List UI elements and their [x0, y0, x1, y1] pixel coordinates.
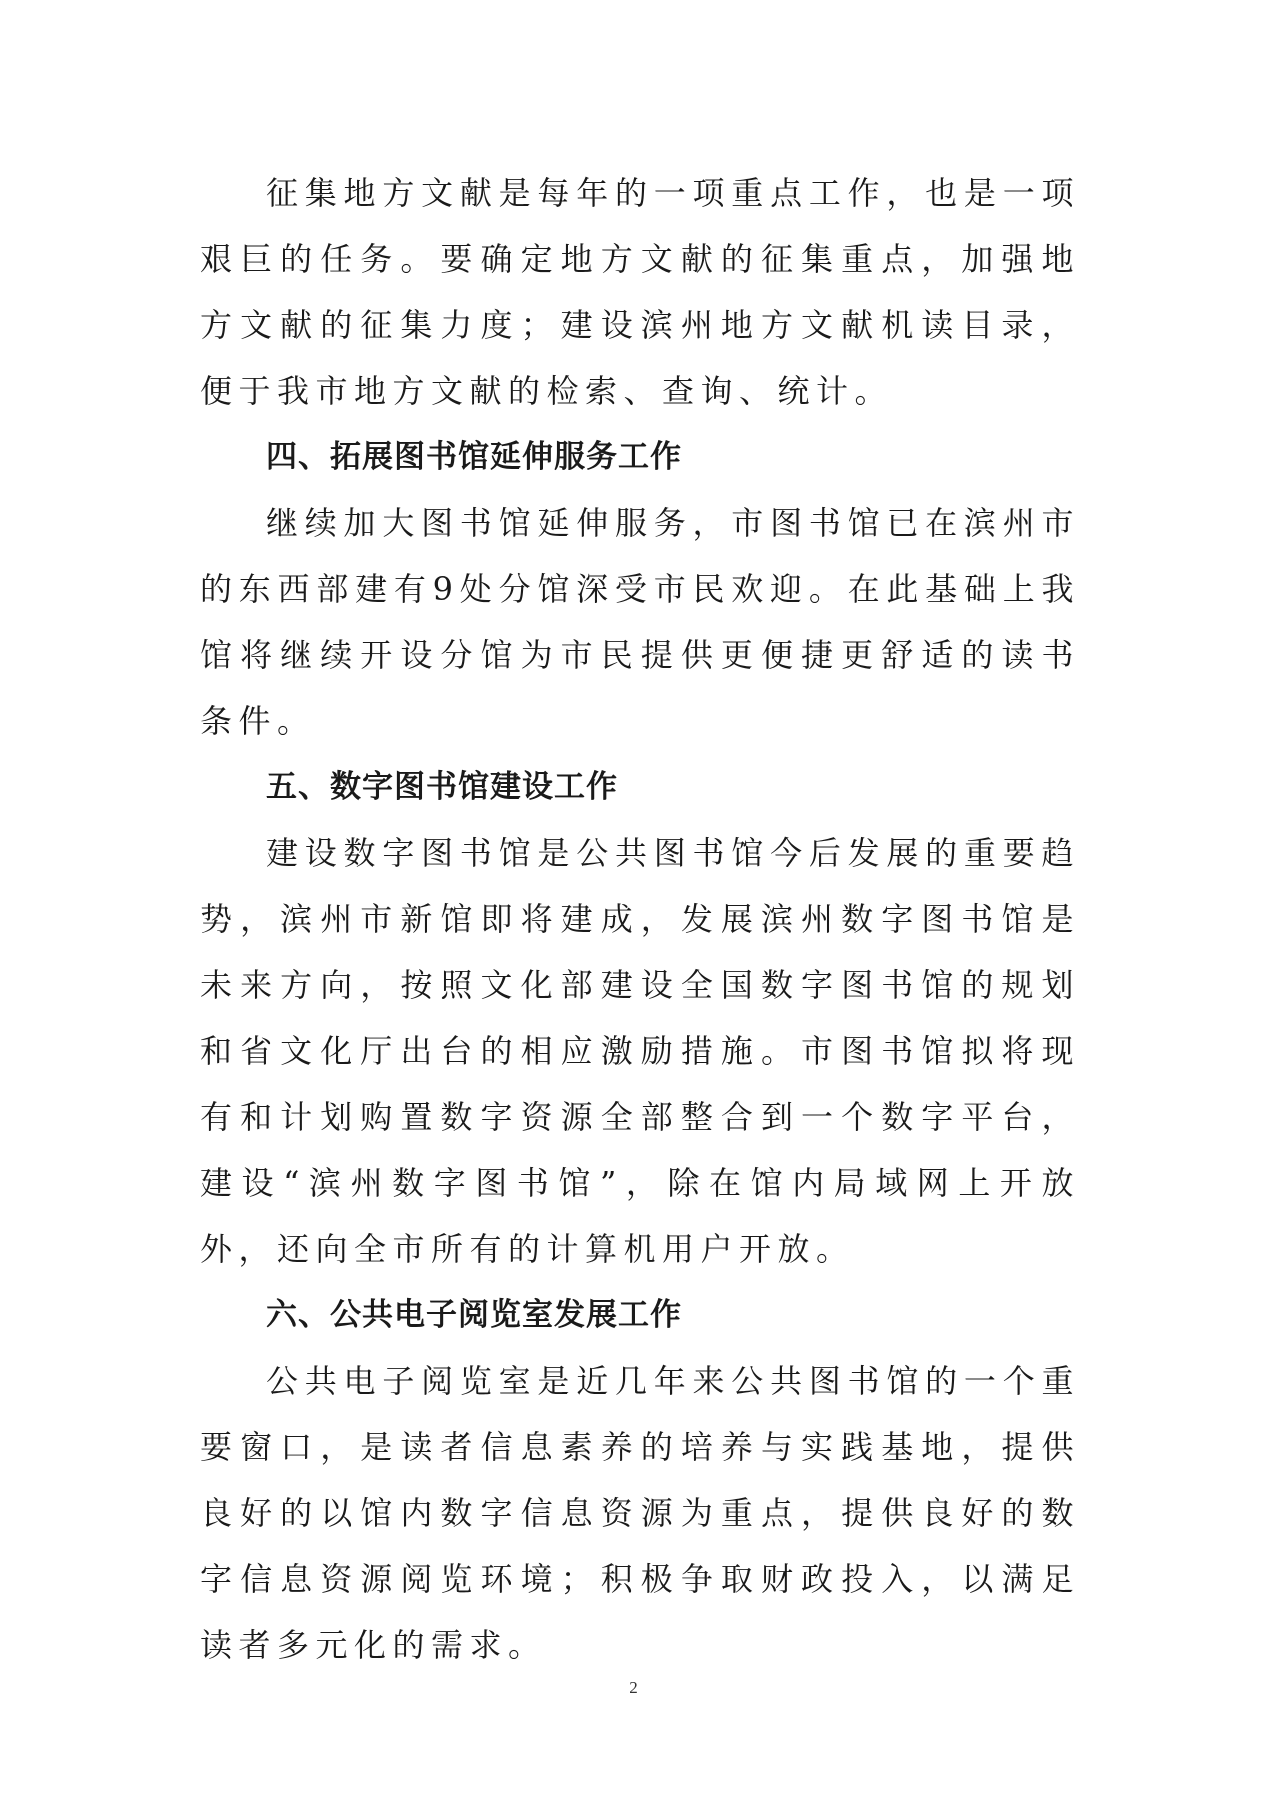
paragraph-digital-library: 建设数字图书馆是公共图书馆今后发展的重要趋势，滨州市新馆即将建成，发展滨州数字图书馆是未来方向，按照文化部建设全国数字图书馆的规划和省文化厅出台的相应激励措施。市图书馆拟将现有和计划购置数字资源全部整合到一个数字平台，建设“滨州数字图书馆”，除在馆内局域网上开放外，还向全市所有的计算机用户开放。: [200, 834, 1080, 1268]
section-heading-4: 四、拓展图书馆延伸服务工作: [266, 439, 682, 475]
section-heading-6: 六、公共电子阅览室发展工作: [266, 1297, 682, 1333]
document-body: [200, 160, 1080, 1678]
page-number: 2: [629, 1678, 638, 1697]
paragraph-extension-services: 继续加大图书馆延伸服务，市图书馆已在滨州市的东西部建有9处分馆深受市民欢迎。在此基础上我馆将继续开设分馆为市民提供更便捷更舒适的读书条件。: [200, 504, 1080, 740]
paragraph-local-documents: 征集地方文献是每年的一项重点工作，也是一项艰巨的任务。要确定地方文献的征集重点，加强地方文献的征集力度；建设滨州地方文献机读目录，便于我市地方文献的检索、查询、统计。: [200, 174, 1080, 410]
paragraph-e-reading-room: 公共电子阅览室是近几年来公共图书馆的一个重要窗口，是读者信息素养的培养与实践基地，提供良好的以馆内数字信息资源为重点，提供良好的数字信息资源阅览环境；积极争取财政投入，以满足读者多元化的需求。: [200, 1362, 1080, 1664]
section-heading-5: 五、数字图书馆建设工作: [266, 769, 618, 805]
